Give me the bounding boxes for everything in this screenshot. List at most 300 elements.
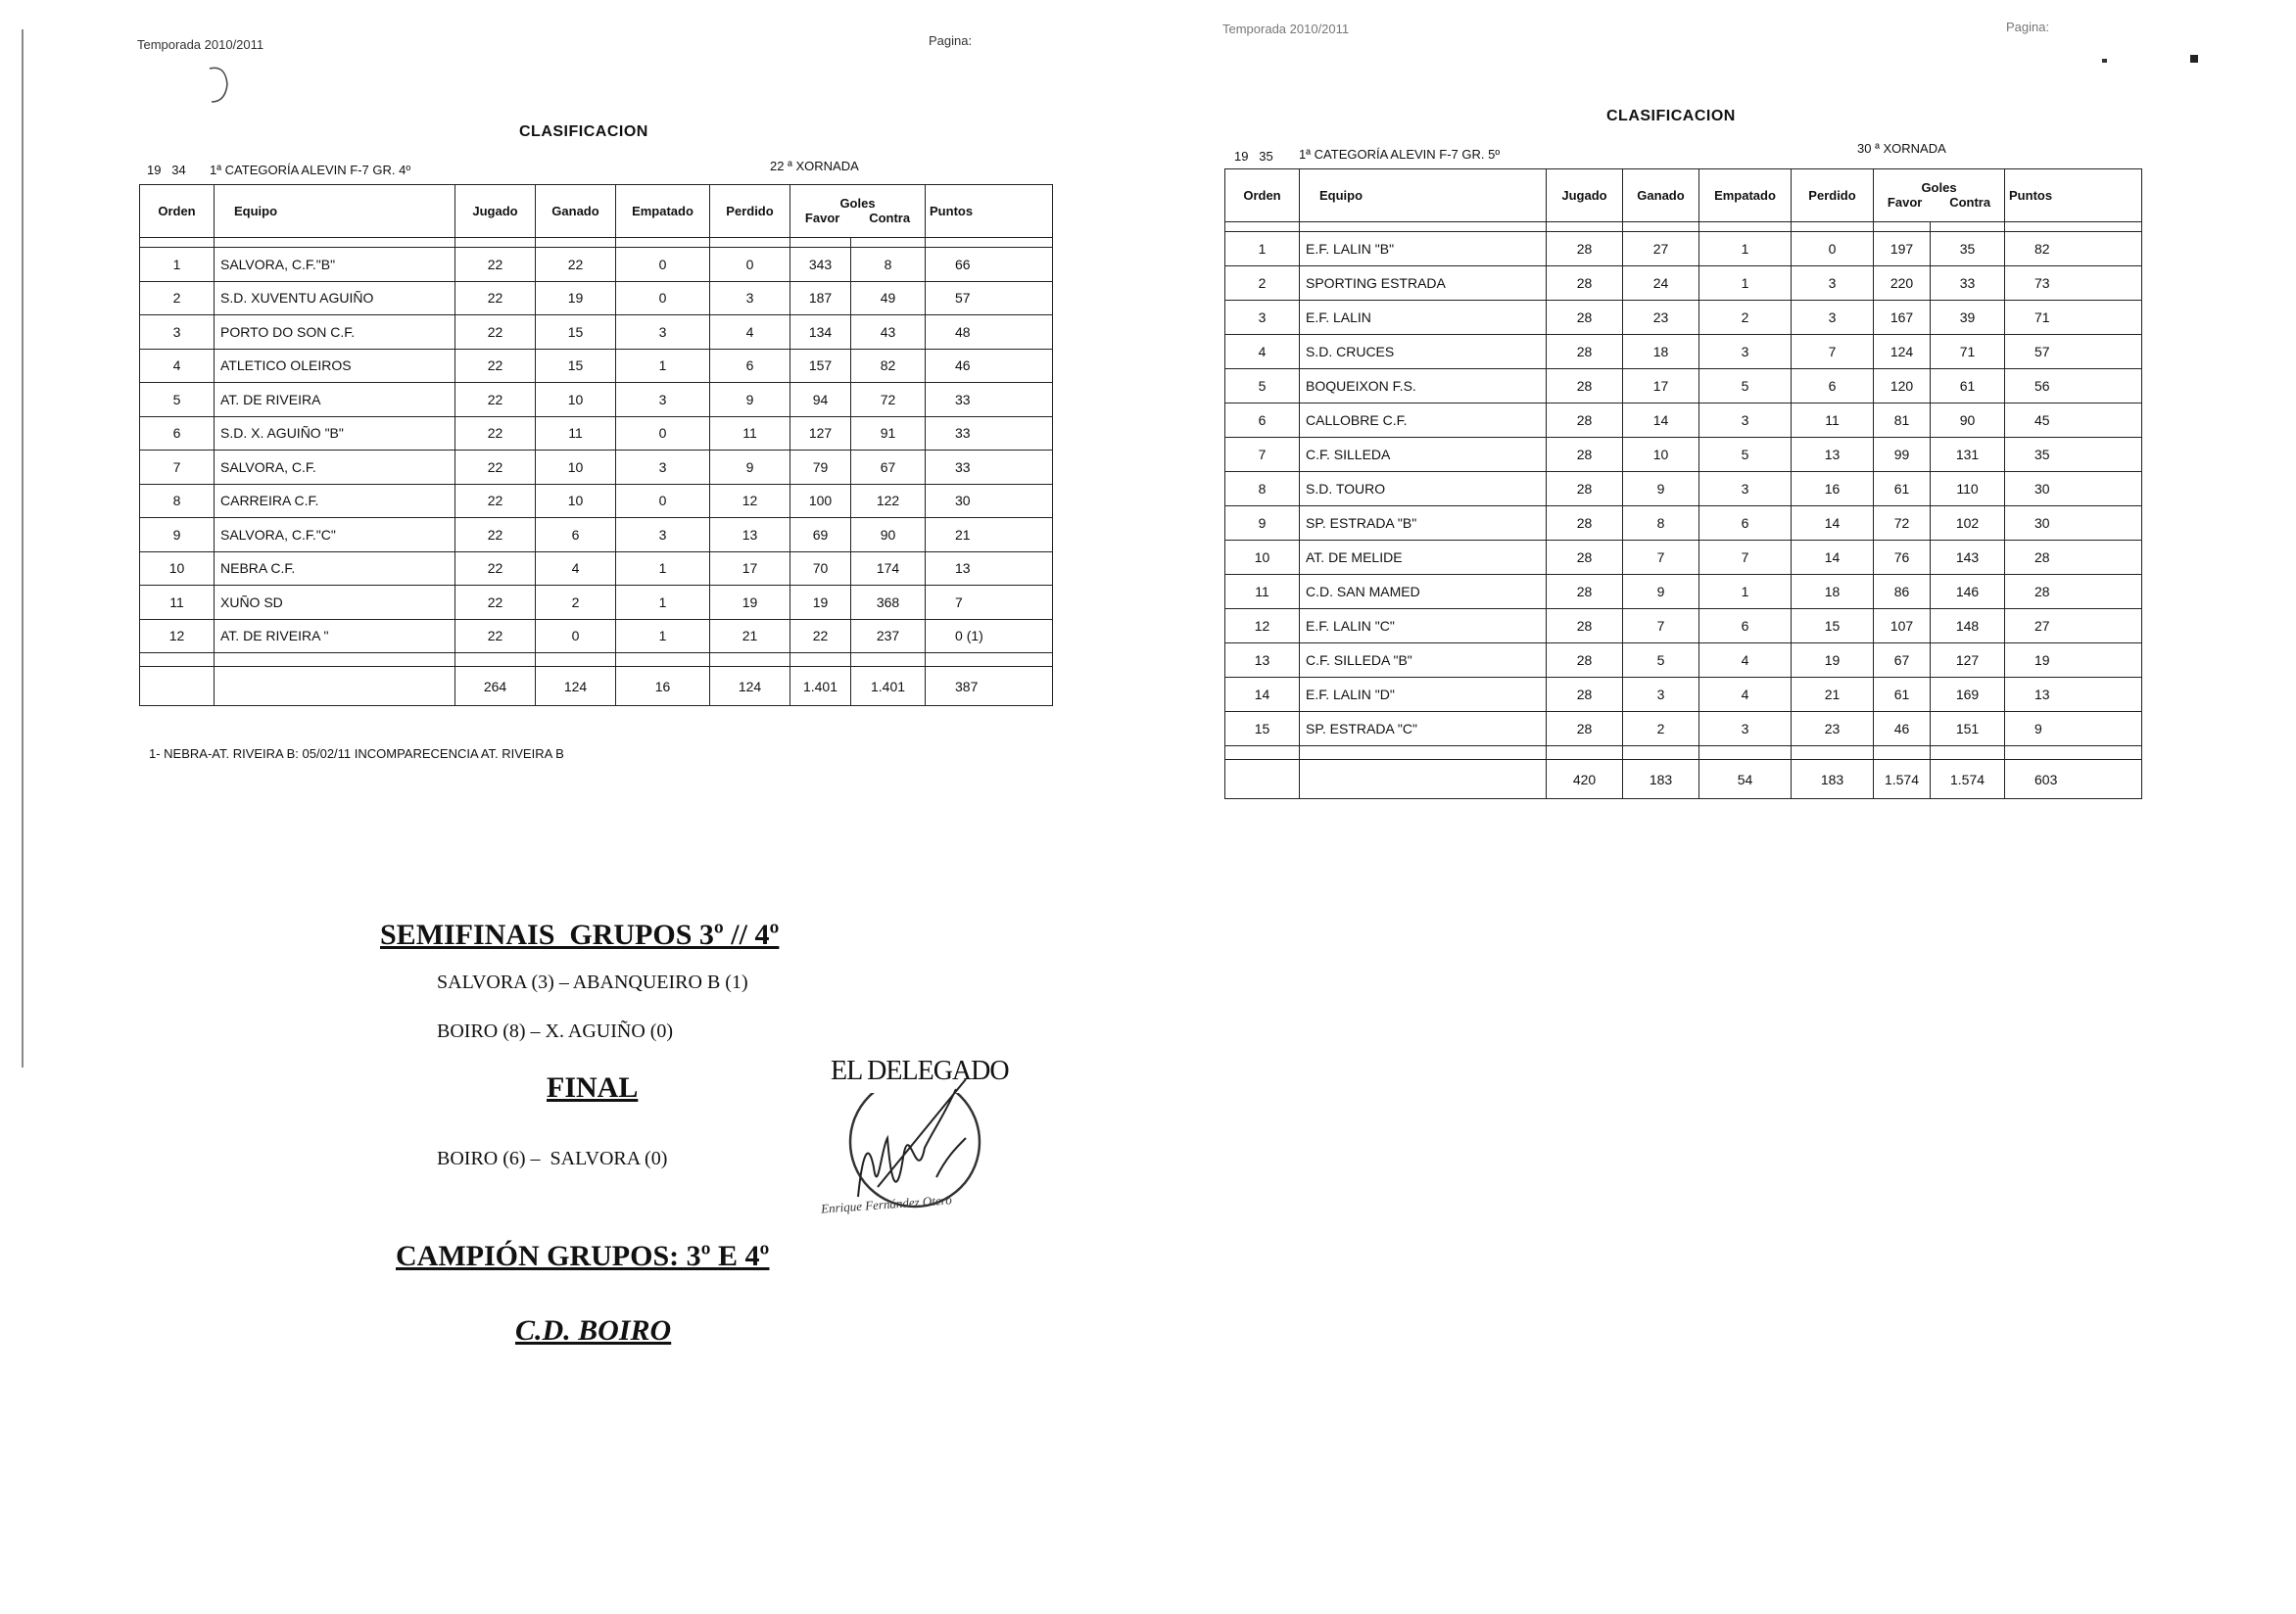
cell-perdido: 14: [1792, 541, 1874, 575]
cell-puntos: 27: [2005, 609, 2142, 643]
cell-empatado: 3: [1699, 472, 1792, 506]
cell-jugado: 22: [455, 315, 536, 350]
table-row: [1225, 301, 2142, 335]
cell-equipo: E.F. LALIN "C": [1300, 609, 1547, 643]
cell-perdido: 12: [710, 484, 790, 518]
table-row: [1225, 506, 2142, 541]
cell-contra: 8: [851, 248, 926, 282]
cell-orden: 5: [140, 383, 215, 417]
cell-perdido: 13: [710, 518, 790, 552]
col-equipo: Equipo: [1300, 169, 1547, 222]
signature-scrawl: [858, 1079, 966, 1197]
cell-perdido: 17: [710, 551, 790, 586]
cell-perdido: 9: [710, 451, 790, 485]
cell-favor: 187: [790, 281, 851, 315]
cell-puntos: 28: [2005, 541, 2142, 575]
cell-orden: 9: [1225, 506, 1300, 541]
cell-jugado: 22: [455, 551, 536, 586]
table-row: [140, 416, 1053, 451]
col-empatado: Empatado: [1699, 169, 1792, 222]
left-standings-table: [139, 184, 1053, 706]
col-goles: [790, 185, 926, 238]
cell-jugado: 22: [455, 281, 536, 315]
total-favor: 1.574: [1874, 760, 1931, 799]
cell-orden: 10: [140, 551, 215, 586]
cell-equipo: NEBRA C.F.: [215, 551, 455, 586]
cell-puntos: 56: [2005, 369, 2142, 404]
table-row: [1225, 335, 2142, 369]
cell-ganado: 10: [536, 484, 616, 518]
cell-ganado: 6: [536, 518, 616, 552]
signer-name: Enrique Fernández Otero: [820, 1192, 953, 1216]
cell-equipo: ATLETICO OLEIROS: [215, 349, 455, 383]
cell-ganado: 8: [1623, 506, 1699, 541]
cell-puntos: 73: [2005, 266, 2142, 301]
cell-ganado: 23: [1623, 301, 1699, 335]
cell-contra: 131: [1931, 438, 2005, 472]
cell-favor: 120: [1874, 369, 1931, 404]
cell-contra: 368: [851, 586, 926, 620]
cell-contra: 39: [1931, 301, 2005, 335]
semifinals-title: SEMIFINAIS GRUPOS 3º // 4º: [380, 919, 780, 951]
total-puntos: 387: [926, 667, 1053, 706]
col-puntos: Puntos: [2005, 169, 2142, 222]
cell-orden: 10: [1225, 541, 1300, 575]
cell-favor: 134: [790, 315, 851, 350]
cell-jugado: 28: [1547, 575, 1623, 609]
cell-empatado: 1: [616, 551, 710, 586]
cell-equipo: SALVORA, C.F."B": [215, 248, 455, 282]
total-jugado: 264: [455, 667, 536, 706]
cell-orden: 9: [140, 518, 215, 552]
table-row: [140, 551, 1053, 586]
cell-empatado: 1: [616, 619, 710, 653]
cell-perdido: 0: [710, 248, 790, 282]
cell-orden: 4: [140, 349, 215, 383]
cell-empatado: 1: [1699, 232, 1792, 266]
cell-ganado: 10: [536, 451, 616, 485]
cell-ganado: 3: [1623, 678, 1699, 712]
cell-ganado: 9: [1623, 472, 1699, 506]
total-ganado: 183: [1623, 760, 1699, 799]
cell-jugado: 28: [1547, 335, 1623, 369]
cell-jugado: 22: [455, 518, 536, 552]
right-header-page: Pagina:: [2006, 20, 2050, 34]
cell-favor: 157: [790, 349, 851, 383]
cell-orden: 15: [1225, 712, 1300, 746]
cell-favor: 76: [1874, 541, 1931, 575]
cell-contra: 72: [851, 383, 926, 417]
table-row: [140, 383, 1053, 417]
table-row: [140, 248, 1053, 282]
cell-puntos: 13: [926, 551, 1053, 586]
cell-jugado: 22: [455, 451, 536, 485]
cell-ganado: 7: [1623, 541, 1699, 575]
col-contra: Contra: [1949, 194, 1991, 210]
cell-equipo: SP. ESTRADA "B": [1300, 506, 1547, 541]
cell-perdido: 14: [1792, 506, 1874, 541]
cell-empatado: 0: [616, 484, 710, 518]
cell-orden: 7: [140, 451, 215, 485]
cell-empatado: 1: [616, 349, 710, 383]
semifinal-2: BOIRO (8) – X. AGUIÑO (0): [437, 1021, 674, 1042]
col-perdido: Perdido: [1792, 169, 1874, 222]
cell-contra: 33: [1931, 266, 2005, 301]
total-empatado: 54: [1699, 760, 1792, 799]
cell-orden: 12: [140, 619, 215, 653]
cell-favor: 19: [790, 586, 851, 620]
cell-contra: 61: [1931, 369, 2005, 404]
cell-puntos: 46: [926, 349, 1053, 383]
table-row: [140, 315, 1053, 350]
champion-team: C.D. BOIRO: [515, 1314, 672, 1347]
cell-jugado: 28: [1547, 301, 1623, 335]
cell-jugado: 28: [1547, 404, 1623, 438]
cell-favor: 22: [790, 619, 851, 653]
total-contra: 1.401: [851, 667, 926, 706]
cell-jugado: 22: [455, 349, 536, 383]
scan-speck: [2102, 59, 2107, 63]
cell-contra: 90: [1931, 404, 2005, 438]
col-ganado: Ganado: [536, 185, 616, 238]
cell-orden: 11: [1225, 575, 1300, 609]
cell-orden: 8: [140, 484, 215, 518]
col-perdido: Perdido: [710, 185, 790, 238]
cell-puntos: 35: [2005, 438, 2142, 472]
cell-empatado: 5: [1699, 369, 1792, 404]
cell-orden: 1: [140, 248, 215, 282]
table-row: [1225, 712, 2142, 746]
table-row: [140, 518, 1053, 552]
table-row: [140, 619, 1053, 653]
cell-jugado: 28: [1547, 712, 1623, 746]
cell-ganado: 7: [1623, 609, 1699, 643]
cell-orden: 2: [140, 281, 215, 315]
cell-perdido: 6: [710, 349, 790, 383]
right-title: CLASIFICACION: [1606, 108, 1736, 124]
col-favor: Favor: [804, 210, 840, 225]
cell-contra: 49: [851, 281, 926, 315]
cell-orden: 13: [1225, 643, 1300, 678]
cell-puntos: 30: [2005, 472, 2142, 506]
cell-favor: 124: [1874, 335, 1931, 369]
col-ganado: Ganado: [1623, 169, 1699, 222]
cell-empatado: 7: [1699, 541, 1792, 575]
total-perdido: 124: [710, 667, 790, 706]
cell-ganado: 22: [536, 248, 616, 282]
cell-equipo: AT. DE RIVEIRA ": [215, 619, 455, 653]
right-category-code: 19 35: [1234, 149, 1273, 164]
semifinal-1: SALVORA (3) – ABANQUEIRO B (1): [437, 972, 748, 993]
cell-jugado: 22: [455, 484, 536, 518]
cell-orden: 4: [1225, 335, 1300, 369]
cell-puntos: 33: [926, 383, 1053, 417]
total-favor: 1.401: [790, 667, 851, 706]
cell-favor: 79: [790, 451, 851, 485]
cell-equipo: S.D. XUVENTU AGUIÑO: [215, 281, 455, 315]
cell-favor: 220: [1874, 266, 1931, 301]
cell-contra: 67: [851, 451, 926, 485]
table-row: [140, 484, 1053, 518]
table-row: [140, 451, 1053, 485]
cell-perdido: 9: [710, 383, 790, 417]
cell-empatado: 3: [616, 383, 710, 417]
left-footnote: 1- NEBRA-AT. RIVEIRA B: 05/02/11 INCOMPARECENCIA AT. RIVEIRA B: [149, 746, 564, 761]
cell-contra: 143: [1931, 541, 2005, 575]
cell-contra: 127: [1931, 643, 2005, 678]
cell-equipo: S.D. TOURO: [1300, 472, 1547, 506]
cell-contra: 146: [1931, 575, 2005, 609]
cell-perdido: 19: [710, 586, 790, 620]
cell-equipo: PORTO DO SON C.F.: [215, 315, 455, 350]
cell-empatado: 2: [1699, 301, 1792, 335]
cell-empatado: 3: [616, 315, 710, 350]
right-standings-table: [1224, 168, 2142, 799]
cell-perdido: 23: [1792, 712, 1874, 746]
total-empatado: 16: [616, 667, 710, 706]
cell-ganado: 10: [536, 383, 616, 417]
cell-equipo: AT. DE RIVEIRA: [215, 383, 455, 417]
table-row: [1225, 643, 2142, 678]
cell-jugado: 22: [455, 248, 536, 282]
cell-favor: 99: [1874, 438, 1931, 472]
cell-orden: 6: [1225, 404, 1300, 438]
cell-contra: 122: [851, 484, 926, 518]
cell-jugado: 22: [455, 416, 536, 451]
col-favor: Favor: [1887, 194, 1923, 210]
cell-orden: 5: [1225, 369, 1300, 404]
cell-equipo: C.F. SILLEDA "B": [1300, 643, 1547, 678]
cell-perdido: 11: [710, 416, 790, 451]
cell-empatado: 5: [1699, 438, 1792, 472]
cell-perdido: 7: [1792, 335, 1874, 369]
cell-contra: 91: [851, 416, 926, 451]
totals-row: [140, 667, 1053, 706]
cell-favor: 81: [1874, 404, 1931, 438]
cell-orden: 3: [1225, 301, 1300, 335]
cell-orden: 2: [1225, 266, 1300, 301]
table-row: [140, 586, 1053, 620]
final-match: BOIRO (6) – SALVORA (0): [437, 1148, 668, 1169]
cell-perdido: 3: [710, 281, 790, 315]
cell-favor: 61: [1874, 678, 1931, 712]
cell-puntos: 57: [926, 281, 1053, 315]
left-round: 22 ª XORNADA: [770, 159, 859, 173]
cell-equipo: S.D. CRUCES: [1300, 335, 1547, 369]
table-row: [1225, 266, 2142, 301]
cell-orden: 12: [1225, 609, 1300, 643]
cell-puntos: 66: [926, 248, 1053, 282]
stamp-ring-text: EL DELEGADO: [831, 1056, 1009, 1086]
col-contra: Contra: [869, 210, 911, 225]
cell-empatado: 6: [1699, 506, 1792, 541]
cell-ganado: 15: [536, 315, 616, 350]
total-contra: 1.574: [1931, 760, 2005, 799]
col-empatado: Empatado: [616, 185, 710, 238]
cell-contra: 82: [851, 349, 926, 383]
cell-perdido: 3: [1792, 266, 1874, 301]
cell-favor: 127: [790, 416, 851, 451]
cell-ganado: 0: [536, 619, 616, 653]
scan-speck: [2190, 55, 2198, 63]
total-jugado: 420: [1547, 760, 1623, 799]
cell-favor: 69: [790, 518, 851, 552]
cell-puntos: 0 (1): [926, 619, 1053, 653]
table-row: [1225, 609, 2142, 643]
col-orden: Orden: [1225, 169, 1300, 222]
cell-empatado: 1: [1699, 575, 1792, 609]
cell-empatado: 3: [1699, 335, 1792, 369]
cell-contra: 90: [851, 518, 926, 552]
cell-puntos: 21: [926, 518, 1053, 552]
total-ganado: 124: [536, 667, 616, 706]
cell-jugado: 28: [1547, 609, 1623, 643]
cell-puntos: 48: [926, 315, 1053, 350]
cell-equipo: E.F. LALIN "B": [1300, 232, 1547, 266]
left-header-season: Temporada 2010/2011: [137, 37, 264, 52]
cell-favor: 94: [790, 383, 851, 417]
right-category: 1ª CATEGORÍA ALEVIN F-7 GR. 5º: [1299, 147, 1501, 162]
cell-perdido: 18: [1792, 575, 1874, 609]
cell-perdido: 16: [1792, 472, 1874, 506]
cell-favor: 67: [1874, 643, 1931, 678]
cell-equipo: SALVORA, C.F.: [215, 451, 455, 485]
cell-contra: 174: [851, 551, 926, 586]
table-row: [1225, 438, 2142, 472]
cell-equipo: SALVORA, C.F."C": [215, 518, 455, 552]
cell-perdido: 6: [1792, 369, 1874, 404]
cell-perdido: 4: [710, 315, 790, 350]
cell-contra: 71: [1931, 335, 2005, 369]
cell-perdido: 3: [1792, 301, 1874, 335]
cell-puntos: 30: [926, 484, 1053, 518]
cell-puntos: 19: [2005, 643, 2142, 678]
cell-perdido: 21: [1792, 678, 1874, 712]
cell-favor: 46: [1874, 712, 1931, 746]
cell-ganado: 5: [1623, 643, 1699, 678]
cell-ganado: 4: [536, 551, 616, 586]
cell-orden: 7: [1225, 438, 1300, 472]
cell-jugado: 28: [1547, 541, 1623, 575]
cell-puntos: 33: [926, 451, 1053, 485]
cell-orden: 6: [140, 416, 215, 451]
cell-empatado: 6: [1699, 609, 1792, 643]
cell-jugado: 22: [455, 619, 536, 653]
cell-ganado: 2: [536, 586, 616, 620]
cell-empatado: 0: [616, 416, 710, 451]
cell-favor: 100: [790, 484, 851, 518]
cell-jugado: 28: [1547, 369, 1623, 404]
goles-label: Goles: [1921, 179, 1957, 195]
cell-jugado: 28: [1547, 506, 1623, 541]
table-row: [1225, 404, 2142, 438]
cell-perdido: 19: [1792, 643, 1874, 678]
left-category: 1ª CATEGORÍA ALEVIN F-7 GR. 4º: [210, 163, 411, 177]
cell-jugado: 28: [1547, 232, 1623, 266]
cell-puntos: 71: [2005, 301, 2142, 335]
cell-ganado: 24: [1623, 266, 1699, 301]
cell-perdido: 11: [1792, 404, 1874, 438]
cell-puntos: 57: [2005, 335, 2142, 369]
cell-contra: 169: [1931, 678, 2005, 712]
total-perdido: 183: [1792, 760, 1874, 799]
cell-orden: 14: [1225, 678, 1300, 712]
table-row: [1225, 575, 2142, 609]
cell-equipo: C.D. SAN MAMED: [1300, 575, 1547, 609]
cell-ganado: 9: [1623, 575, 1699, 609]
cell-jugado: 28: [1547, 438, 1623, 472]
cell-jugado: 28: [1547, 266, 1623, 301]
cell-empatado: 3: [616, 451, 710, 485]
cell-contra: 110: [1931, 472, 2005, 506]
table-row: [140, 281, 1053, 315]
scan-margin-line: [22, 29, 24, 1068]
cell-jugado: 22: [455, 586, 536, 620]
cell-equipo: SP. ESTRADA "C": [1300, 712, 1547, 746]
cell-equipo: C.F. SILLEDA: [1300, 438, 1547, 472]
totals-row: [1225, 760, 2142, 799]
cell-empatado: 1: [616, 586, 710, 620]
cell-ganado: 27: [1623, 232, 1699, 266]
cell-empatado: 4: [1699, 643, 1792, 678]
cell-ganado: 15: [536, 349, 616, 383]
cell-equipo: BOQUEIXON F.S.: [1300, 369, 1547, 404]
cell-jugado: 22: [455, 383, 536, 417]
col-puntos: Puntos: [926, 185, 1053, 238]
cell-orden: 1: [1225, 232, 1300, 266]
cell-empatado: 1: [1699, 266, 1792, 301]
col-jugado: Jugado: [455, 185, 536, 238]
cell-ganado: 18: [1623, 335, 1699, 369]
cell-equipo: AT. DE MELIDE: [1300, 541, 1547, 575]
cell-empatado: 3: [1699, 404, 1792, 438]
cell-equipo: E.F. LALIN "D": [1300, 678, 1547, 712]
cell-ganado: 14: [1623, 404, 1699, 438]
right-header-season: Temporada 2010/2011: [1222, 22, 1350, 36]
cell-contra: 102: [1931, 506, 2005, 541]
cell-contra: 148: [1931, 609, 2005, 643]
cell-equipo: XUÑO SD: [215, 586, 455, 620]
col-equipo: Equipo: [215, 185, 455, 238]
table-row: [1225, 472, 2142, 506]
col-goles: [1874, 169, 2005, 222]
cell-jugado: 28: [1547, 472, 1623, 506]
right-round: 30 ª XORNADA: [1857, 141, 1946, 156]
cell-ganado: 19: [536, 281, 616, 315]
table-row: [1225, 232, 2142, 266]
cell-favor: 86: [1874, 575, 1931, 609]
cell-puntos: 28: [2005, 575, 2142, 609]
cell-orden: 11: [140, 586, 215, 620]
cell-empatado: 3: [616, 518, 710, 552]
cell-favor: 70: [790, 551, 851, 586]
cell-favor: 197: [1874, 232, 1931, 266]
cell-perdido: 15: [1792, 609, 1874, 643]
cell-orden: 8: [1225, 472, 1300, 506]
cell-perdido: 0: [1792, 232, 1874, 266]
col-orden: Orden: [140, 185, 215, 238]
cell-empatado: 4: [1699, 678, 1792, 712]
cell-equipo: SPORTING ESTRADA: [1300, 266, 1547, 301]
total-puntos: 603: [2005, 760, 2142, 799]
table-row: [1225, 541, 2142, 575]
cell-ganado: 10: [1623, 438, 1699, 472]
cell-favor: 72: [1874, 506, 1931, 541]
cell-empatado: 0: [616, 281, 710, 315]
cell-contra: 43: [851, 315, 926, 350]
cell-ganado: 17: [1623, 369, 1699, 404]
cell-favor: 61: [1874, 472, 1931, 506]
